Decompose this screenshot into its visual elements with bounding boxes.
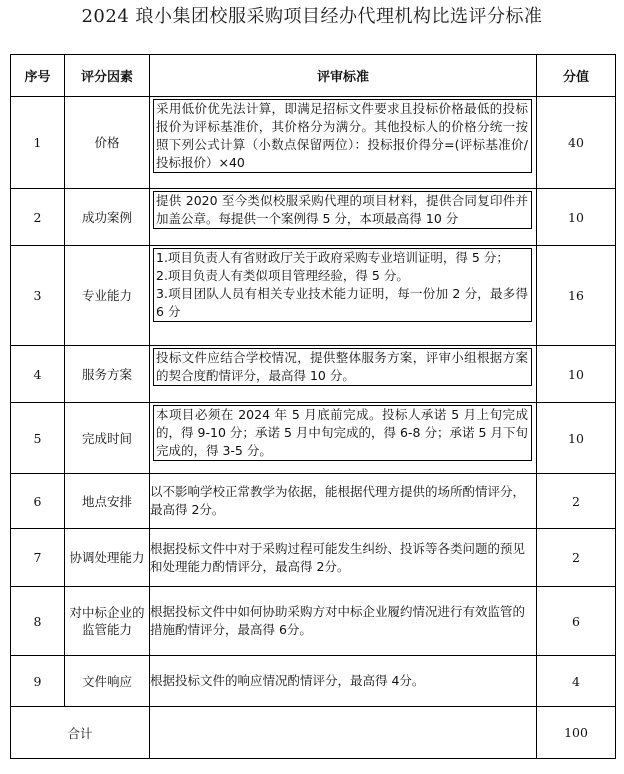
row-score: 10 xyxy=(537,189,616,246)
row-index: 5 xyxy=(11,403,65,474)
row-score: 2 xyxy=(537,529,616,587)
row-standard-text: 采用低价优先法计算，即满足招标文件要求且投标价格最低的投标报价为评标基准价，其价格分为满分。其他投标人的价格分统一按照下列公式计算（小数点保留两位）：投标报价得分=(评标基准价/投标报价）×40 xyxy=(153,99,532,173)
row-standard-text: 投标文件应结合学校情况，提供整体服务方案，评审小组根据方案的契合度酌情评分，最高得 10 分。 xyxy=(153,348,532,386)
header-index: 序号 xyxy=(11,55,65,97)
row-index: 9 xyxy=(11,656,65,707)
row-factor: 服务方案 xyxy=(65,346,150,403)
row-standard xyxy=(150,189,537,246)
header-standard: 评审标准 xyxy=(150,55,537,97)
row-score: 40 xyxy=(537,97,616,189)
table-row xyxy=(11,189,616,246)
row-score: 10 xyxy=(537,403,616,474)
total-label: 合计 xyxy=(11,707,150,759)
row-index: 8 xyxy=(11,587,65,656)
row-standard xyxy=(150,346,537,403)
header-score: 分值 xyxy=(537,55,616,97)
total-empty-cell xyxy=(150,707,537,759)
row-standard xyxy=(150,97,537,189)
row-score: 2 xyxy=(537,474,616,529)
table-row xyxy=(11,587,616,656)
row-standard-text: 提供 2020 至今类似校服采购代理的项目材料，提供合同复印件并加盖公章。每提供一个案例得 5 分，本项最高得 10 分 xyxy=(153,191,532,229)
row-score: 16 xyxy=(537,246,616,346)
row-factor: 文件响应 xyxy=(65,656,150,707)
standard-line: 3.项目团队人员有相关专业技术能力证明，每一份加 2 分，最多得 6 分 xyxy=(156,286,528,319)
row-factor: 成功案例 xyxy=(65,189,150,246)
row-score: 10 xyxy=(537,346,616,403)
row-standard: 根据投标文件中如何协助采购方对中标企业履约情况进行有效监管的措施酌情评分，最高得 6分。 xyxy=(150,587,537,656)
row-standard-text xyxy=(153,248,532,322)
row-factor: 价格 xyxy=(65,97,150,189)
row-standard xyxy=(150,246,537,346)
row-factor: 专业能力 xyxy=(65,246,150,346)
header-factor: 评分因素 xyxy=(65,55,150,97)
row-index: 3 xyxy=(11,246,65,346)
total-row xyxy=(11,707,616,759)
table-row xyxy=(11,474,616,529)
row-standard: 根据投标文件中对于采购过程可能发生纠纷、投诉等各类问题的预见和处理能力酌情评分，最高得 2分。 xyxy=(150,529,537,587)
table-row xyxy=(11,403,616,474)
row-index: 6 xyxy=(11,474,65,529)
table-row xyxy=(11,97,616,189)
row-factor: 协调处理能力 xyxy=(65,529,150,587)
row-factor: 地点安排 xyxy=(65,474,150,529)
row-factor: 对中标企业的监管能力 xyxy=(65,587,150,656)
row-index: 2 xyxy=(11,189,65,246)
table-row xyxy=(11,246,616,346)
row-factor: 完成时间 xyxy=(65,403,150,474)
row-index: 4 xyxy=(11,346,65,403)
document-title: 2024 琅小集团校服采购项目经办代理机构比选评分标准 xyxy=(81,6,543,27)
row-index: 7 xyxy=(11,529,65,587)
header-row xyxy=(11,55,616,97)
row-standard: 以不影响学校正常教学为依据，能根据代理方提供的场所酌情评分，最高得 2分。 xyxy=(150,474,537,529)
table-row xyxy=(11,656,616,707)
table-row xyxy=(11,346,616,403)
row-standard-text: 本项目必须在 2024 年 5 月底前完成。投标人承诺 5 月上旬完成的，得 9-10 分；承诺 5 月中旬完成的，得 6-8 分；承诺 5 月下旬完成的，得 3-5 分。 xyxy=(153,405,532,461)
total-score: 100 xyxy=(537,707,616,759)
row-standard: 根据投标文件的响应情况酌情评分，最高得 4分。 xyxy=(150,656,537,707)
standard-line: 2.项目负责人有类似项目管理经验，得 5 分。 xyxy=(156,268,409,283)
row-index: 1 xyxy=(11,97,65,189)
standard-line: 1.项目负责人有省财政厅关于政府采购专业培训证明，得 5 分； xyxy=(156,250,509,265)
row-score: 6 xyxy=(537,587,616,656)
row-score: 4 xyxy=(537,656,616,707)
row-standard xyxy=(150,403,537,474)
scoring-table xyxy=(10,54,616,759)
table-row xyxy=(11,529,616,587)
